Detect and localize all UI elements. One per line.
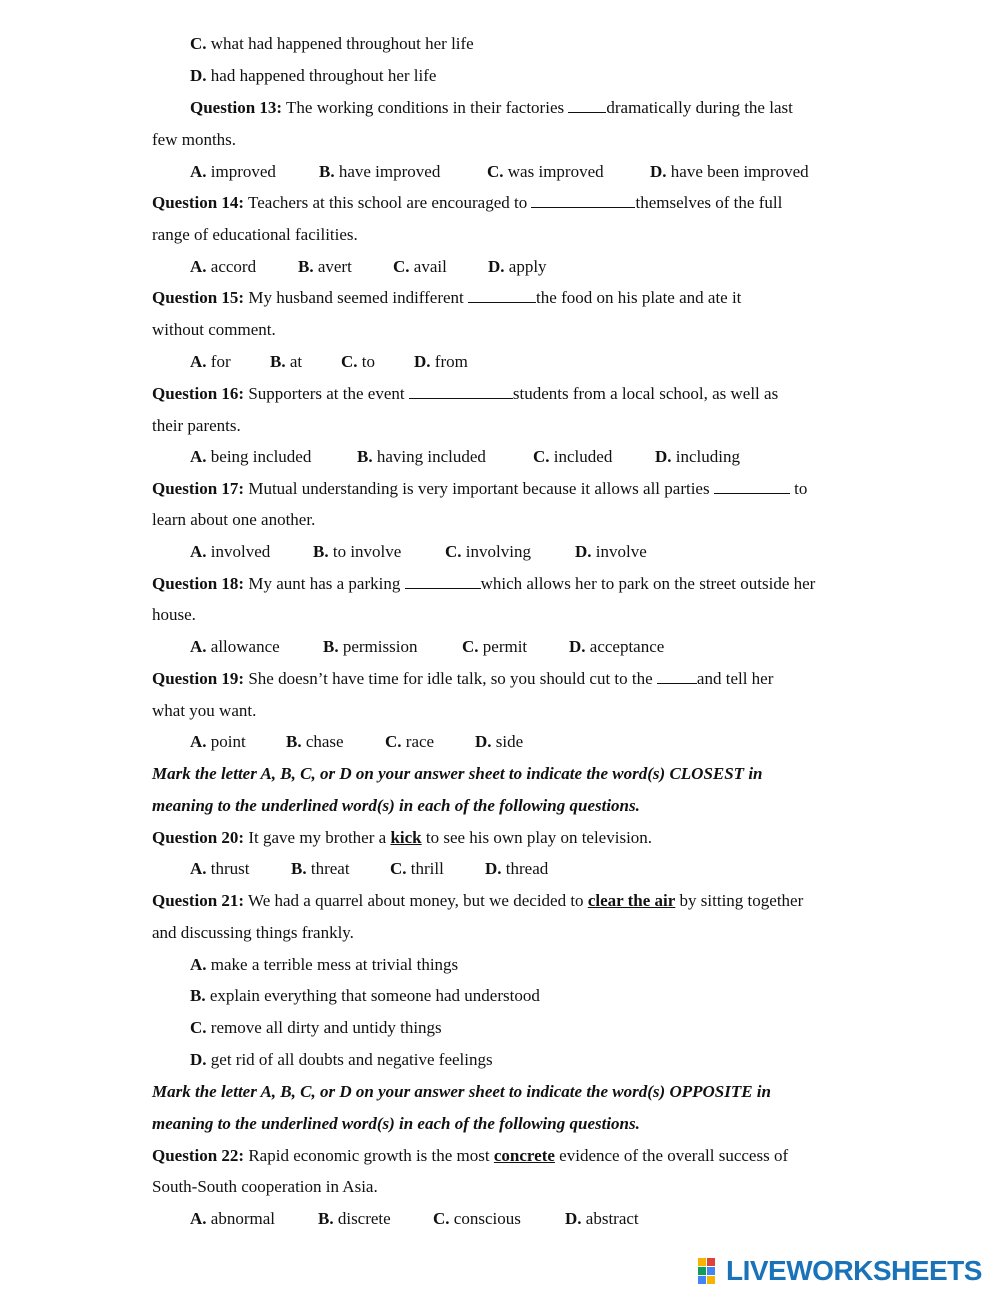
option-d[interactable]: D. get rid of all doubts and negative feelings [190, 1050, 493, 1069]
option-a[interactable]: A. allowance [190, 637, 280, 656]
question-16: Question 16: Supporters at the event students from a local school, as well as [152, 384, 779, 403]
option-b[interactable]: B. having included [357, 447, 486, 466]
question-18: Question 18: My aunt has a parking which allows her to park on the street outside her [152, 574, 816, 593]
option-d[interactable]: D. thread [485, 859, 549, 878]
question-22-cont: South-South cooperation in Asia. [152, 1177, 378, 1196]
question-14-cont: range of educational facilities. [152, 225, 358, 244]
instruction-opposite-cont: meaning to the underlined word(s) in each of the following questions. [152, 1114, 640, 1133]
question-16-options [190, 447, 740, 467]
question-19-options [190, 732, 523, 752]
option-d[interactable]: D. including [655, 447, 740, 466]
answer-blank[interactable] [409, 384, 513, 399]
question-17-options [190, 542, 647, 562]
option-a[interactable]: A. abnormal [190, 1209, 275, 1228]
option-c[interactable]: C. involving [445, 542, 531, 561]
answer-blank[interactable] [468, 288, 536, 303]
option-b[interactable]: B. threat [291, 859, 350, 878]
option-b[interactable]: B. chase [286, 732, 344, 751]
answer-blank[interactable] [657, 669, 697, 684]
option-b[interactable]: B. explain everything that someone had understood [190, 986, 540, 1005]
question-22: Question 22: Rapid economic growth is the most concrete evidence of the overall success of [152, 1146, 789, 1165]
option-c[interactable]: C. race [385, 732, 435, 751]
underlined-phrase: clear the air [587, 891, 676, 910]
option-c[interactable]: C. avail [393, 257, 447, 276]
logo-text: LIVEWORKSHEETS [726, 1255, 982, 1286]
answer-blank[interactable] [568, 98, 606, 113]
question-15: Question 15: My husband seemed indifferent the food on his plate and ate it [152, 288, 742, 307]
question-15-options [190, 352, 468, 372]
option-c[interactable]: C. conscious [433, 1209, 521, 1228]
logo-icon [698, 1258, 724, 1284]
underlined-word: concrete [493, 1146, 555, 1165]
option-c[interactable]: C. thrill [390, 859, 444, 878]
question-19: Question 19: She doesn’t have time for idle talk, so you should cut to the and tell her [152, 669, 774, 688]
option-b[interactable]: B. have improved [319, 162, 441, 181]
option-c[interactable]: C. permit [462, 637, 528, 656]
question-20-options [190, 859, 548, 879]
option-line: C. what had happened throughout her life [190, 34, 474, 53]
option-a[interactable]: A. for [190, 352, 231, 371]
option-d[interactable]: D. from [414, 352, 468, 371]
option-a[interactable]: A. improved [190, 162, 276, 181]
option-a[interactable]: A. being included [190, 447, 312, 466]
question-16-cont: their parents. [152, 416, 241, 435]
answer-blank[interactable] [405, 574, 481, 589]
option-b[interactable]: B. to involve [313, 542, 402, 561]
question-14: Question 14: Teachers at this school are encouraged to themselves of the full [152, 193, 783, 212]
liveworksheets-logo [698, 1256, 982, 1286]
question-18-cont: house. [152, 605, 196, 624]
option-c[interactable]: C. to [341, 352, 376, 371]
question-21: Question 21: We had a quarrel about money, but we decided to clear the air by sitting together [152, 891, 804, 910]
option-d[interactable]: D. apply [488, 257, 547, 276]
answer-blank[interactable] [714, 479, 790, 494]
option-c[interactable]: C. was improved [487, 162, 604, 181]
question-19-cont: what you want. [152, 701, 257, 720]
option-d[interactable]: D. abstract [565, 1209, 639, 1228]
option-b[interactable]: B. at [270, 352, 303, 371]
instruction-opposite: Mark the letter A, B, C, or D on your answer sheet to indicate the word(s) OPPOSITE in [152, 1082, 771, 1101]
option-a[interactable]: A. involved [190, 542, 271, 561]
question-15-cont: without comment. [152, 320, 276, 339]
question-13: Question 13: The working conditions in their factories dramatically during the last [190, 98, 793, 117]
option-a[interactable]: A. accord [190, 257, 257, 276]
option-d[interactable]: D. side [475, 732, 524, 751]
option-b[interactable]: B. permission [323, 637, 418, 656]
question-20: Question 20: It gave my brother a kick to see his own play on television. [152, 828, 653, 847]
answer-blank[interactable] [531, 193, 635, 208]
option-a[interactable]: A. point [190, 732, 246, 751]
option-a[interactable]: A. thrust [190, 859, 250, 878]
question-17: Question 17: Mutual understanding is very important because it allows all parties to [152, 479, 808, 498]
underlined-word: kick [390, 828, 422, 847]
option-a[interactable]: A. make a terrible mess at trivial things [190, 955, 459, 974]
option-d[interactable]: D. have been improved [650, 162, 809, 181]
question-22-options [190, 1209, 639, 1229]
question-13-cont: few months. [152, 130, 237, 149]
option-d[interactable]: D. acceptance [569, 637, 665, 656]
option-c[interactable]: C. remove all dirty and untidy things [190, 1018, 442, 1037]
question-18-options [190, 637, 664, 657]
question-17-cont: learn about one another. [152, 510, 316, 529]
option-line: D. had happened throughout her life [190, 66, 437, 85]
question-14-options [190, 257, 547, 277]
question-21-cont: and discussing things frankly. [152, 923, 354, 942]
question-13-options [190, 162, 809, 182]
option-b[interactable]: B. discrete [318, 1209, 391, 1228]
option-d[interactable]: D. involve [575, 542, 647, 561]
instruction-closest-cont: meaning to the underlined word(s) in each of the following questions. [152, 796, 640, 815]
instruction-closest: Mark the letter A, B, C, or D on your answer sheet to indicate the word(s) CLOSEST in [152, 764, 763, 783]
option-c[interactable]: C. included [533, 447, 613, 466]
option-b[interactable]: B. avert [298, 257, 352, 276]
